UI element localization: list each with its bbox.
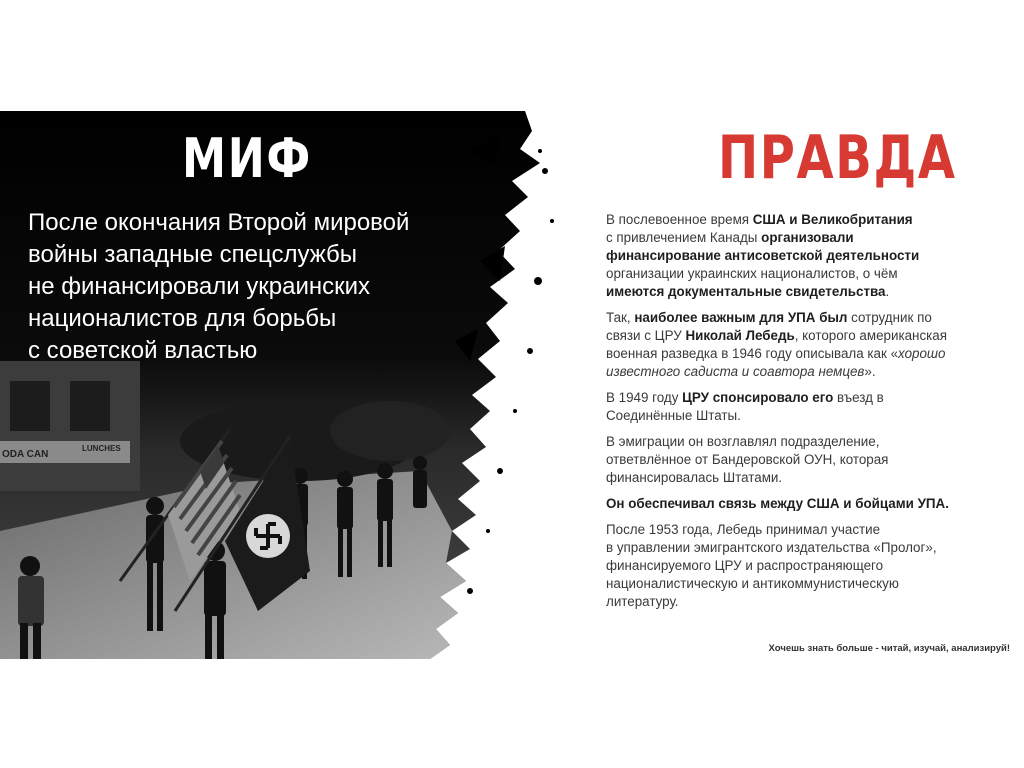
myth-line: с советской властью [28,337,258,364]
truth-paragraph: Он обеспечивал связь между США и бойцами УПА. [606,496,949,511]
truth-paragraph: После 1953 года, Лебедь принимал участие в управлении эмигрантского издательства «Пролог», финансируемого ЦРУ и распространяющего националистическую и антикоммунистическую литературу. [606,522,937,609]
myth-line: После окончания Второй мировой [28,209,410,236]
truth-heading: ПРАВДА [718,123,957,193]
myth-heading: МИФ [182,127,312,190]
myth-line: войны западные спецслужбы [28,241,358,268]
myth-line: не финансировали украинских [28,273,371,300]
myth-truth-banner [0,111,1024,659]
historical-photo [0,111,620,659]
photo-sign: ODA CAN [2,449,49,460]
truth-paragraph: В 1949 году ЦРУ спонсировало его въезд в Соединённые Штаты. [606,390,884,423]
footer-slogan: Хочешь знать больше - читай, изучай, анализируй! [768,643,1010,654]
truth-paragraph: Так, наиболее важным для УПА был сотрудник по связи с ЦРУ Николай Лебедь, которого американская военная разведка в 1946 году описывала как «хорошо известного садиста и соавтора немцев». [606,310,947,379]
truth-paragraph: В эмиграции он возглавлял подразделение, ответвлённое от Бандеровской ОУН, которая финансировалась Штатами. [606,434,889,485]
truth-text [606,211,1006,619]
myth-statement [28,207,448,367]
myth-line: националистов для борьбы [28,305,337,332]
photo-sign: LUNCHES [82,444,121,453]
truth-paragraph: В послевоенное время США и Великобритания с привлечением Канады организовали финансирование антисоветской деятельности организации украинских националистов, о чём имеются документальные свидетельства. [606,212,920,299]
